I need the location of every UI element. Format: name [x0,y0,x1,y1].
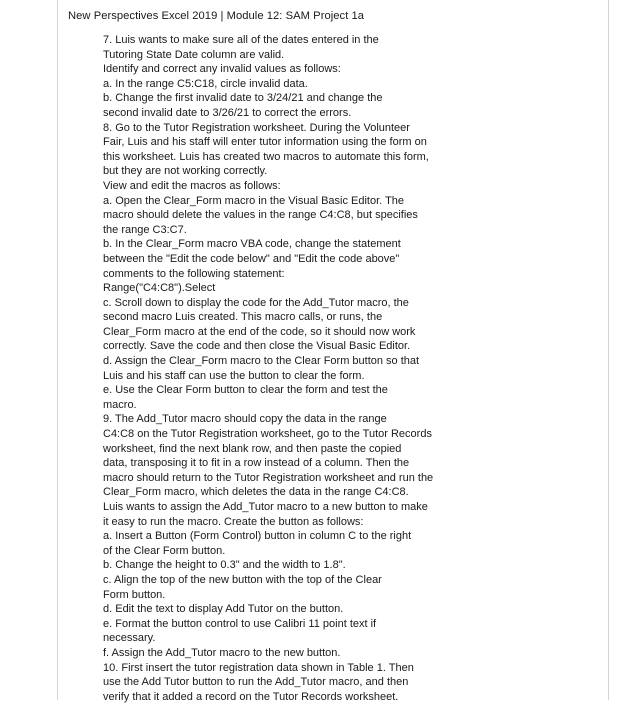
text-line: c. Scroll down to display the code for the Add_Tutor macro, the [103,296,409,309]
text-line: a. In the range C5:C18, circle invalid data. [103,77,308,90]
text-line: between the "Edit the code below" and "Edit the code above" [103,252,400,265]
text-line: View and edit the macros as follows: [103,179,281,192]
text-line: the range C3:C7. [103,223,187,236]
text-line: second macro Luis created. This macro calls, or runs, the [103,311,383,324]
text-line: a. Insert a Button (Form Control) button in column C to the right [103,530,412,543]
text-line: Clear_Form macro, which deletes the data in the range C4:C8. [103,486,409,499]
text-line: 10. First insert the tutor registration data shown in Table 1. Then [103,661,414,674]
text-line: it easy to run the macro. Create the button as follows: [103,515,364,528]
text-line: data, transposing it to fit in a row instead of a column. Then the [103,457,410,470]
text-line: Luis wants to assign the Add_Tutor macro to a new button to make [103,501,428,513]
text-line: this worksheet. Luis has created two macros to automate this form, [103,150,429,163]
text-line: e. Use the Clear Form button to clear the form and test the [103,384,388,397]
instruction-text [103,33,498,704]
text-line: e. Format the button control to use Calibri 11 point text if [103,617,377,630]
text-line: b. Change the height to 0.3" and the width to 1.8". [103,559,346,572]
text-line: 7. Luis wants to make sure all of the dates entered in the [103,34,379,46]
text-line: d. Edit the text to display Add Tutor on the button. [103,603,344,616]
text-line: comments to the following statement: [103,267,285,280]
text-line: verify that it added a record on the Tutor Records worksheet. [103,690,399,703]
text-line: b. Change the first invalid date to 3/24/21 and change the [103,92,383,105]
document-header: New Perspectives Excel 2019 | Module 12: SAM Project 1a [68,10,365,22]
text-line: worksheet, find the next blank row, and then paste the copied [103,442,402,455]
text-line: Tutoring State Date column are valid. [103,48,285,61]
text-line: use the Add Tutor button to run the Add_Tutor macro, and then [103,676,409,689]
text-line: Range("C4:C8").Select [103,282,216,295]
text-line: macro should return to the Tutor Registration worksheet and run the [103,471,434,484]
text-line: C4:C8 on the Tutor Registration worksheet, go to the Tutor Records [103,428,432,441]
text-line: Clear_Form macro at the end of the code, so it should now work [103,325,416,338]
text-line: necessary. [103,632,156,645]
text-line: 9. The Add_Tutor macro should copy the data in the range [103,413,387,426]
text-line: Luis and his staff can use the button to clear the form. [103,369,365,382]
text-line: 8. Go to the Tutor Registration worksheet. During the Volunteer [103,121,410,134]
text-line: c. Align the top of the new button with the top of the Clear [103,573,382,586]
text-line: b. In the Clear_Form macro VBA code, change the statement [103,238,401,251]
text-line: macro should delete the values in the range C4:C8, but specifies [103,209,418,222]
text-line: second invalid date to 3/26/21 to correct the errors. [103,106,352,119]
text-line: but they are not working correctly. [103,165,268,178]
text-line: Form button. [103,588,166,601]
text-line: correctly. Save the code and then close the Visual Basic Editor. [103,340,411,353]
text-line: d. Assign the Clear_Form macro to the Clear Form button so that [103,355,420,368]
text-line: f. Assign the Add_Tutor macro to the new button. [103,646,341,659]
text-line: Identify and correct any invalid values as follows: [103,63,341,76]
text-line: a. Open the Clear_Form macro in the Visual Basic Editor. The [103,194,405,207]
text-line: macro. [103,398,137,411]
text-line: Fair, Luis and his staff will enter tutor information using the form on [103,136,427,149]
text-line: of the Clear Form button. [103,544,226,557]
